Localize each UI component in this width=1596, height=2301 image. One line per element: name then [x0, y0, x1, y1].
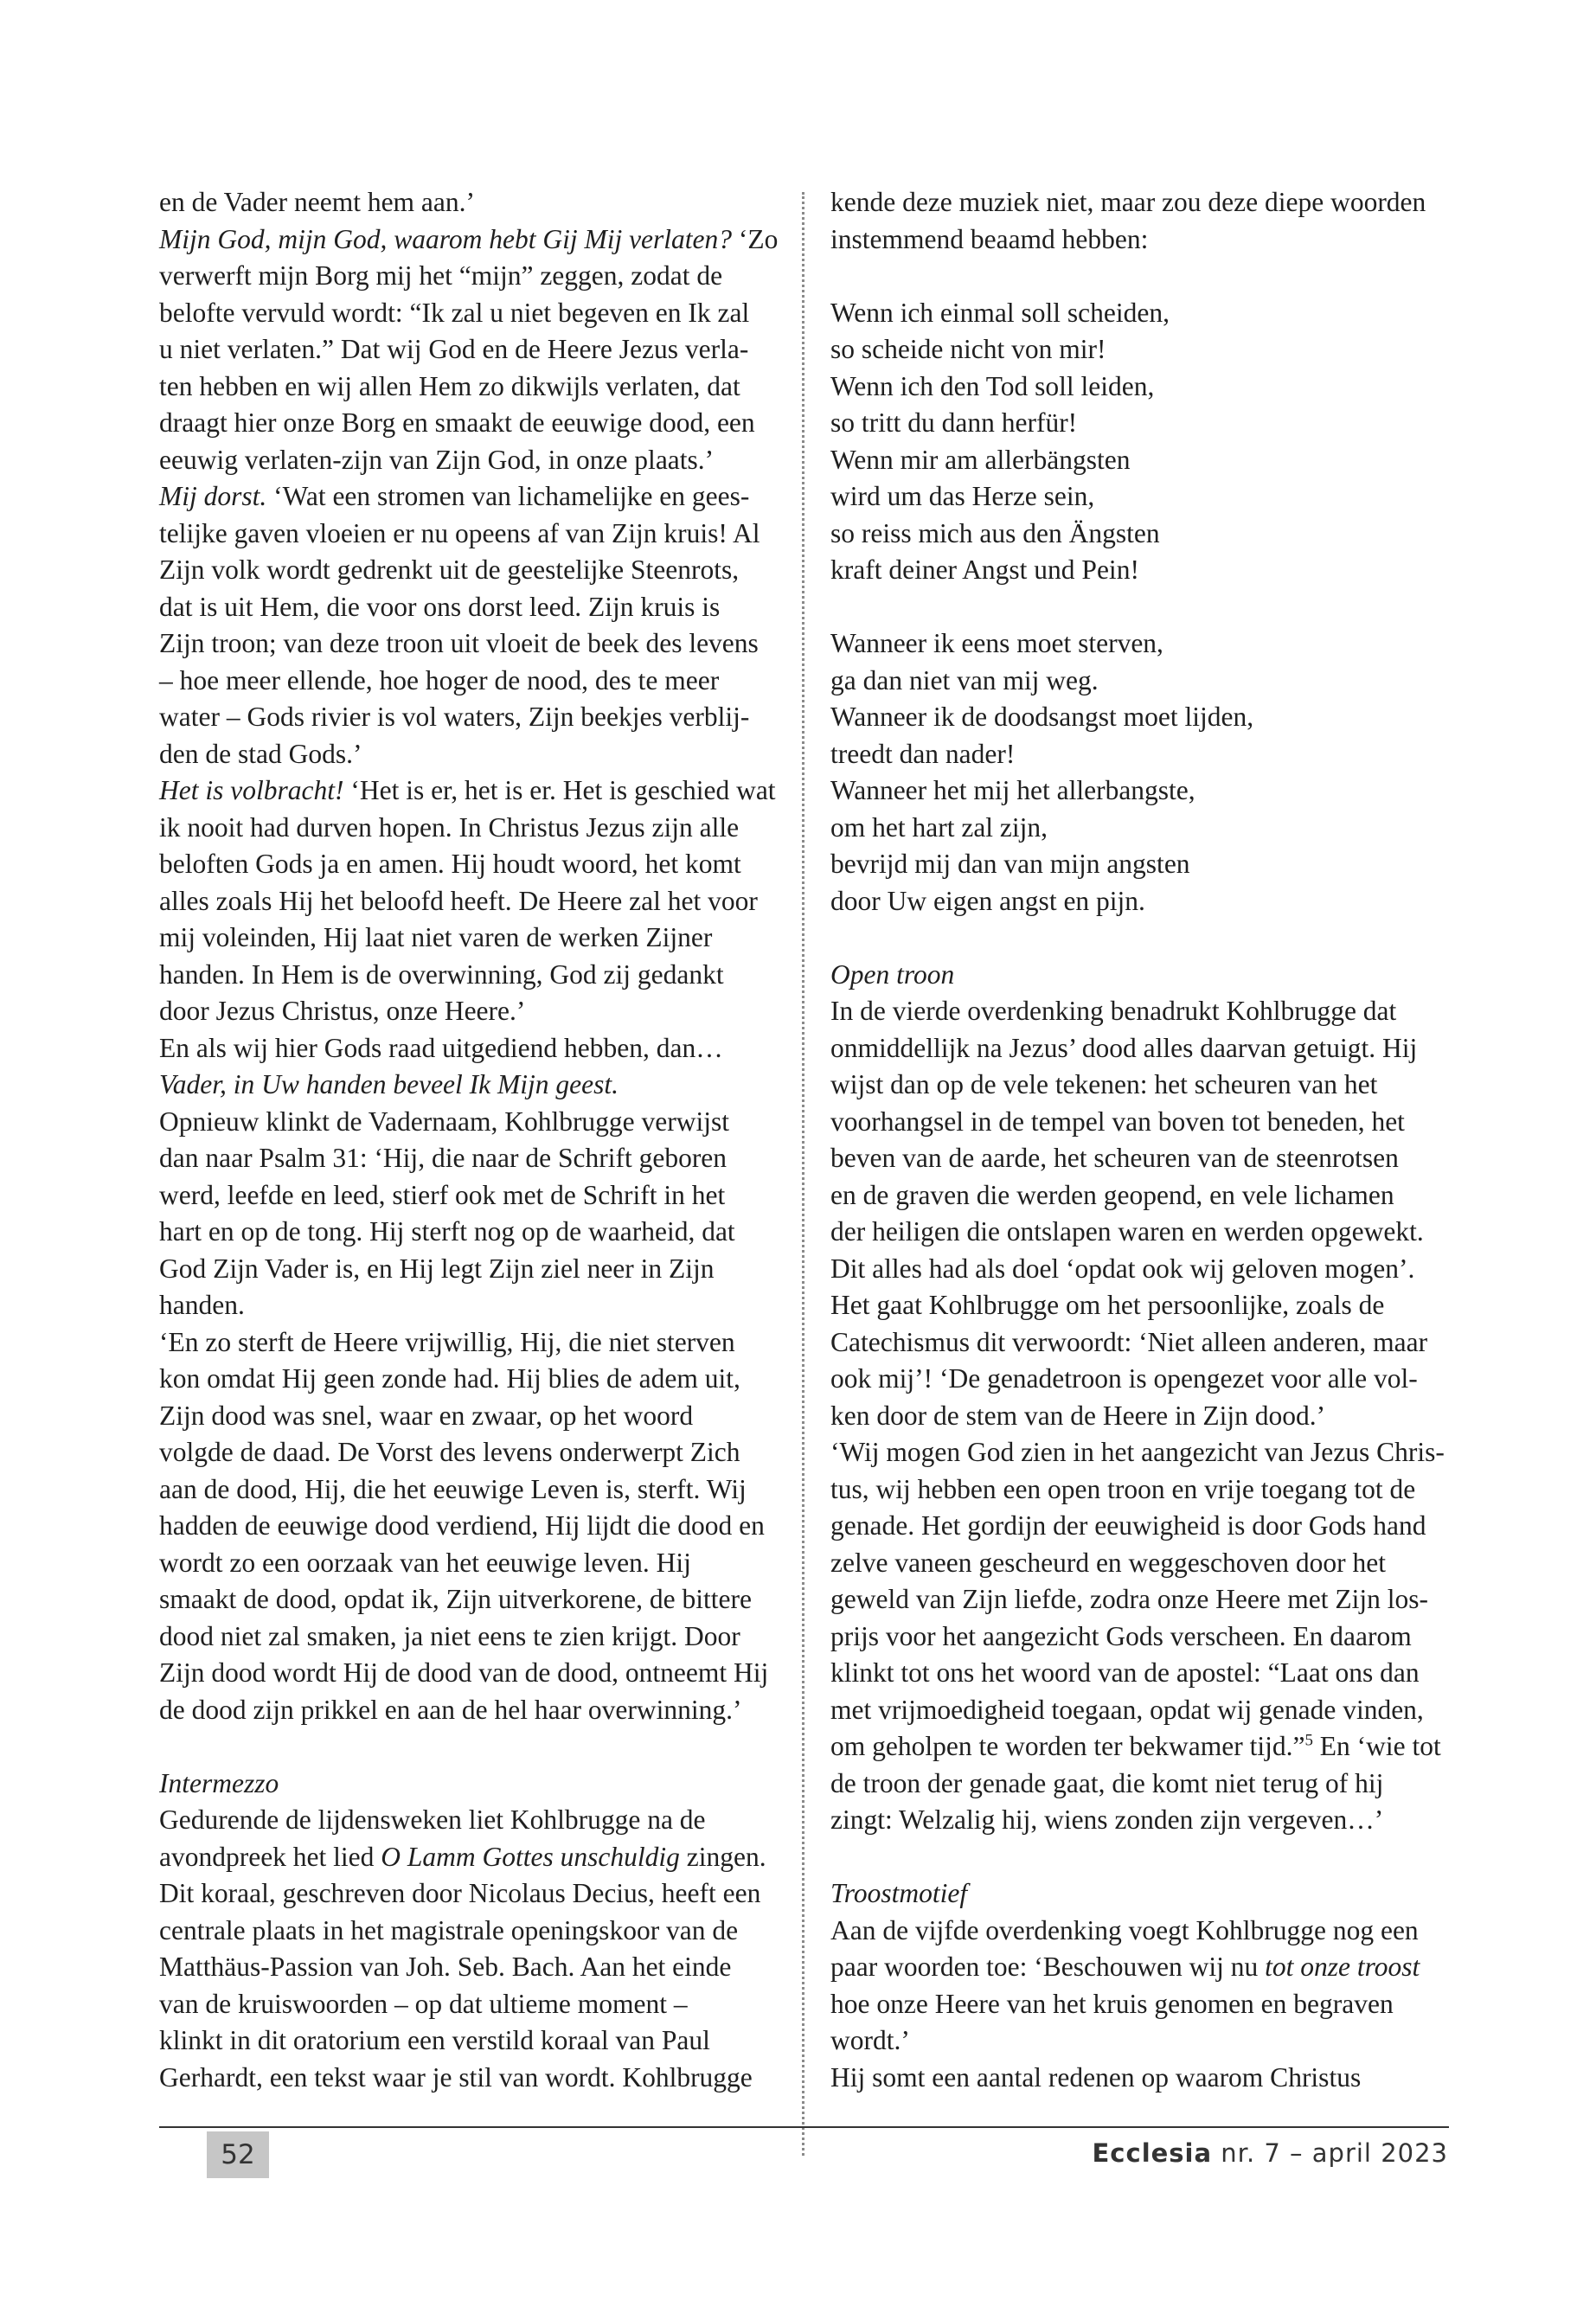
- text-line: Aan de vijfde overdenking voegt Kohlbrugge nog een: [830, 1914, 1419, 1945]
- text-line: en de graven die werden geopend, en vele lichamen: [830, 1179, 1394, 1210]
- text-line: Dit koraal, geschreven door Nicolaus Decius, heeft een: [159, 1878, 761, 1908]
- footer-rule: [159, 2126, 1449, 2128]
- page-number: 52: [207, 2131, 269, 2178]
- text-line: Catechismus dit verwoordt: ‘Niet alleen anderen, maar: [830, 1326, 1428, 1357]
- text-line: ‘En zo sterft de Heere vrijwillig, Hij, die niet sterven: [159, 1326, 735, 1357]
- text-line: genade. Het gordijn der eeuwigheid is door Gods hand: [830, 1510, 1426, 1541]
- text-line: Wenn mir am allerbängsten: [830, 444, 1131, 475]
- text-line: belofte vervuld wordt: “Ik zal u niet begeven en Ik zal: [159, 297, 750, 328]
- text-line: instemmend beaamd hebben:: [830, 223, 1149, 254]
- paragraph-gap: [830, 258, 1453, 295]
- text-line: [830, 1728, 1453, 1766]
- text-line: Gedurende de lijdensweken liet Kohlbrugge na de: [159, 1804, 706, 1835]
- text-line: ik nooit had durven hopen. In Christus Jezus zijn alle: [159, 811, 740, 843]
- paragraph-gap: [830, 920, 1453, 957]
- text-span: zingen.: [679, 1841, 766, 1872]
- text-span: ‘Zo: [732, 223, 779, 254]
- text-line: den de stad Gods.’: [159, 738, 362, 769]
- text-line: ook mij’! ‘De genadetroon is opengezet voor alle vol-: [830, 1363, 1418, 1394]
- italic-span: Mijn God, mijn God, waarom hebt Gij Mij verlaten?: [159, 223, 733, 254]
- text-line: beven van de aarde, het scheuren van de steenrotsen: [830, 1143, 1399, 1173]
- text-line: mij voleinden, Hij laat niet varen de werken Zijner: [159, 922, 713, 952]
- text-line: God Zijn Vader is, en Hij legt Zijn ziel neer in Zijn: [159, 1253, 715, 1284]
- text-line: Het gaat Kohlbrugge om het persoonlijke, zoals de: [830, 1290, 1385, 1320]
- text-line: alles zoals Hij het beloofd heeft. De Heere zal het voor: [159, 885, 758, 916]
- text-line: zingt: Welzalig hij, wiens zonden zijn vergeven…’: [830, 1804, 1384, 1835]
- text-line: de troon der genade gaat, die komt niet terug of hij: [830, 1767, 1384, 1798]
- text-line: hart en op de tong. Hij sterft nog op de waarheid, dat: [159, 1216, 735, 1247]
- footnote-ref: 5: [1304, 1731, 1313, 1750]
- text-line: – hoe meer ellende, hoe hoger de nood, des te meer: [159, 664, 720, 695]
- article-column-right: [830, 184, 1453, 2096]
- text-line: Wanneer het mij het allerbangste,: [830, 775, 1195, 805]
- column-divider: [802, 192, 804, 2156]
- text-span: avondpreek het lied: [159, 1841, 381, 1872]
- text-line: beloften Gods ja en amen. Hij houdt woord, het komt: [159, 849, 741, 879]
- text-line: voorhangsel in de tempel van boven tot beneden, het: [830, 1106, 1405, 1137]
- article-column-left: [159, 184, 782, 2096]
- text-line: Vader, in Uw handen beveel Ik Mijn geest.: [159, 1069, 619, 1099]
- text-span: paar woorden toe: ‘Beschouwen wij nu: [830, 1952, 1266, 1982]
- footer-masthead: [1093, 2138, 1449, 2168]
- text-line: en de Vader neemt hem aan.’: [159, 187, 476, 217]
- text-line: Zijn dood was snel, waar en zwaar, op het woord: [159, 1400, 694, 1431]
- text-line: onmiddellijk na Jezus’ dood alles daarvan getuigt. Hij: [830, 1032, 1418, 1063]
- paragraph-gap: [159, 1728, 782, 1766]
- text-line: hoe onze Heere van het kruis genomen en begraven: [830, 1988, 1394, 2019]
- text-line: Dit alles had als doel ‘opdat ook wij geloven mogen’.: [830, 1253, 1415, 1284]
- text-line: werd, leefde en leed, stierf ook met de Schrift in het: [159, 1179, 726, 1210]
- text-line: dan naar Psalm 31: ‘Hij, die naar de Schrift geboren: [159, 1143, 727, 1173]
- text-line: dood niet zal smaken, ja niet eens te zien krijgt. Door: [159, 1620, 740, 1651]
- text-line: de dood zijn prikkel en aan de hel haar overwinning.’: [159, 1694, 742, 1725]
- text-line: bevrijd mij dan van mijn angsten: [830, 849, 1190, 879]
- text-line: Zijn troon; van deze troon uit vloeit de beek des levens: [159, 628, 759, 658]
- text-line: so reiss mich aus den Ängsten: [830, 517, 1160, 548]
- text-line: handen.: [159, 1290, 245, 1320]
- italic-span: O Lamm Gottes unschuldig: [381, 1841, 680, 1872]
- text-line: klinkt tot ons het woord van de apostel: “Laat ons dan: [830, 1657, 1420, 1688]
- text-span: En ‘wie tot: [1312, 1731, 1441, 1761]
- text-line: Wenn ich einmal soll scheiden,: [830, 297, 1170, 328]
- text-line: water – Gods rivier is vol waters, Zijn beekjes verblij-: [159, 702, 750, 732]
- text-line: centrale plaats in het magistrale openingskoor van de: [159, 1914, 739, 1945]
- text-line: wordt zo een oorzaak van het eeuwige leven. Hij: [159, 1547, 691, 1578]
- text-line: Matthäus-Passion van Joh. Seb. Bach. Aan het einde: [159, 1952, 732, 1982]
- text-line: kende deze muziek niet, maar zou deze diepe woorden: [830, 187, 1426, 217]
- paragraph-gap: [830, 1839, 1453, 1876]
- text-line: treedt dan nader!: [830, 738, 1016, 769]
- text-line: kraft deiner Angst und Pein!: [830, 554, 1139, 585]
- text-line: van de kruiswoorden – op dat ultieme moment –: [159, 1988, 688, 2019]
- italic-span: tot onze troost: [1265, 1952, 1420, 1982]
- text-line: dat is uit Hem, die voor ons dorst leed. Zijn kruis is: [159, 591, 721, 622]
- italic-span: Het is volbracht!: [159, 775, 344, 805]
- text-line: Hij somt een aantal redenen op waarom Christus: [830, 2061, 1362, 2093]
- text-line: ga dan niet van mij weg.: [830, 664, 1099, 695]
- text-line: [159, 221, 782, 259]
- text-line: prijs voor het aangezicht Gods verscheen. En daarom: [830, 1620, 1412, 1651]
- text-line: telijke gaven vloeien er nu opeens af van Zijn kruis! Al: [159, 517, 760, 548]
- text-line: door Jezus Christus, onze Heere.’: [159, 996, 526, 1026]
- text-line: ten hebben en wij allen Hem zo dikwijls verlaten, dat: [159, 370, 740, 401]
- text-line: wijst dan op de vele tekenen: het scheuren van het: [830, 1069, 1378, 1099]
- text-line: so scheide nicht von mir!: [830, 334, 1106, 364]
- text-line: eeuwig verlaten-zijn van Zijn God, in onze plaats.’: [159, 444, 715, 475]
- text-line: verwerft mijn Borg mij het “mijn” zeggen, zodat de: [159, 260, 723, 291]
- text-line: ‘Wij mogen God zien in het aangezicht van Jezus Chris-: [830, 1437, 1445, 1467]
- text-line: door Uw eigen angst en pijn.: [830, 885, 1145, 916]
- text-line: kon omdat Hij geen zonde had. Hij blies de adem uit,: [159, 1363, 740, 1394]
- section-heading: Troostmotief: [830, 1878, 968, 1908]
- section-heading: Intermezzo: [159, 1767, 279, 1798]
- text-line: Wanneer ik de doodsangst moet lijden,: [830, 702, 1254, 732]
- section-heading: Open troon: [830, 958, 955, 990]
- text-line: wird um das Herze sein,: [830, 481, 1095, 511]
- text-line: Wanneer ik eens moet sterven,: [830, 628, 1163, 658]
- text-line: Gerhardt, een tekst waar je stil van wordt. Kohlbrugge: [159, 2061, 753, 2093]
- text-line: Wenn ich den Tod soll leiden,: [830, 370, 1155, 401]
- text-line: der heiligen die ontslapen waren en werden opgewekt.: [830, 1216, 1424, 1247]
- text-line: handen. In Hem is de overwinning, God zij gedankt: [159, 958, 724, 990]
- text-line: om het hart zal zijn,: [830, 811, 1048, 843]
- text-span: ‘Wat een stromen van lichamelijke en gees-: [266, 481, 750, 511]
- text-line: Zijn dood wordt Hij de dood van de dood, ontneemt Hij: [159, 1657, 769, 1688]
- text-line: [159, 478, 782, 516]
- text-line: draagt hier onze Borg en smaakt de eeuwige dood, een: [159, 407, 755, 438]
- text-line: tus, wij hebben een open troon en vrije toegang tot de: [830, 1473, 1416, 1504]
- text-line: met vrijmoedigheid toegaan, opdat wij genade vinden,: [830, 1694, 1424, 1725]
- paragraph-gap: [830, 589, 1453, 626]
- text-span: ‘Het is er, het is er. Het is geschied wat: [343, 775, 776, 805]
- text-line: smaakt de dood, opdat ik, Zijn uitverkorene, de bittere: [159, 1584, 752, 1614]
- text-line: Opnieuw klinkt de Vadernaam, Kohlbrugge verwijst: [159, 1106, 730, 1137]
- text-line: aan de dood, Hij, die het eeuwige Leven is, sterft. Wij: [159, 1473, 747, 1504]
- italic-span: Mij dorst.: [159, 481, 267, 511]
- text-line: In de vierde overdenking benadrukt Kohlbrugge dat: [830, 996, 1397, 1026]
- text-line: ken door de stem van de Heere in Zijn dood.’: [830, 1400, 1326, 1431]
- text-line: [159, 772, 782, 810]
- text-line: zelve vaneen gescheurd en weggeschoven door het: [830, 1547, 1386, 1578]
- text-line: hadden de eeuwige dood verdiend, Hij lijdt die dood en: [159, 1510, 765, 1541]
- text-line: Zijn volk wordt gedrenkt uit de geestelijke Steenrots,: [159, 554, 740, 585]
- text-line: En als wij hier Gods raad uitgediend hebben, dan…: [159, 1032, 723, 1063]
- text-line: u niet verlaten.” Dat wij God en de Heere Jezus verla-: [159, 334, 749, 364]
- text-line: geweld van Zijn liefde, zodra onze Heere met Zijn los-: [830, 1584, 1428, 1614]
- text-line: [830, 1949, 1453, 1986]
- text-line: klinkt in dit oratorium een verstild koraal van Paul: [159, 2025, 710, 2055]
- text-line: [159, 1839, 782, 1876]
- issue-info: nr. 7 – april 2023: [1221, 2138, 1448, 2168]
- text-span: om geholpen te worden ter bekwamer tijd.”: [830, 1731, 1305, 1761]
- magazine-name: Ecclesia: [1092, 2138, 1213, 2168]
- text-line: so tritt du dann herfür!: [830, 407, 1078, 438]
- text-line: volgde de daad. De Vorst des levens onderwerpt Zich: [159, 1437, 740, 1467]
- text-line: wordt.’: [830, 2025, 910, 2055]
